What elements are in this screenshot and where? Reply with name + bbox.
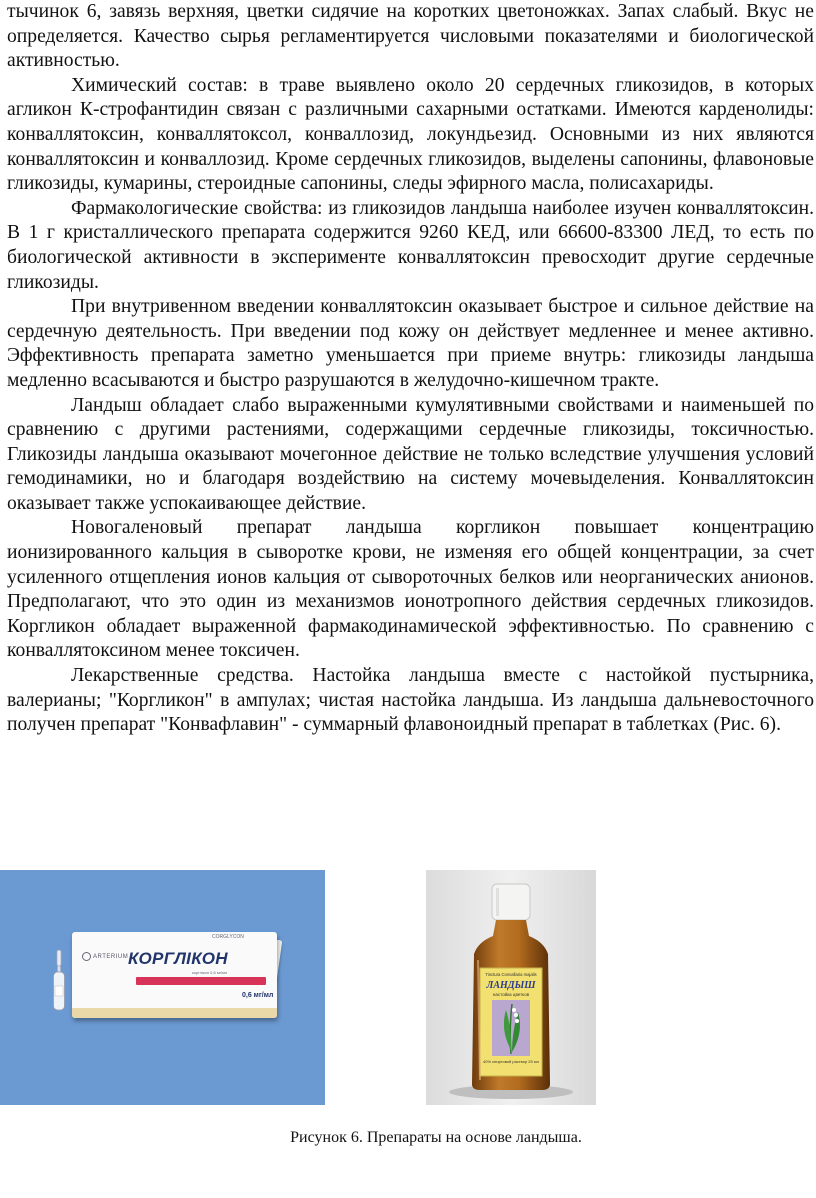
- paragraph-medicines: Лекарственные средства. Настойка ландыша вместе с настойкой пустырника, валерианы; "Коргликон" в ампулах; чистая настойка ландыша. Из ландыша дальневосточного получен препарат "Конвафлавин" - суммарный флавоноидный препарат в таблетках (Рис. 6).: [7, 665, 814, 736]
- paragraph-cumulative: Ландыш обладает слабо выраженными кумулятивными свойствами и наименьшей по сравнению с другими растениями, содержащими сердечные гликозиды, токсичностью. Гликозиды ландыша оказывают мочегонное действие не только вследствие улучшения условий гемодинамики, но и благодаря воздействию на систему мочевыделения. Конваллятоксин оказывает также успокаивающее действие.: [7, 394, 814, 514]
- body-text: [7, 0, 814, 738]
- label-title: ЛАНДЫШ: [486, 980, 536, 991]
- label-subtitle: настойка цветков: [492, 992, 530, 997]
- paragraph-chemical-composition: Химический состав: в траве выявлено около 20 сердечных гликозидов, в которых агликон К-строфантидин связан с различными сахарными остатками. Имеются карденолиды: конваллятоксин, конваллятоксол, конваллозид, локундьезид. Основными из них являются конваллятоксин и конваллозид. Кроме сердечных гликозидов, выделены сапонины, флавоновые гликозиды, кумарины, стероидные сапонины, следы эфирного масла, полисахариды.: [7, 74, 814, 195]
- paragraph-intravenous: При внутривенном введении конваллятоксин оказывает быстрое и сильное действие на сердечную деятельность. При введении под кожу он действует медленнее и менее активно. Эффективность препарата заметно уменьшается при приеме внутрь: гликозиды ландыша медленно всасываются и быстро разрушаются в желудочно-кишечном тракте.: [7, 296, 814, 391]
- korglikon-photo: [0, 870, 325, 1105]
- brand-logo: [82, 952, 128, 961]
- bottle-icon: [426, 870, 596, 1105]
- ampoule-icon: [52, 950, 66, 1012]
- paragraph-korglikon: Новогаленовый препарат ландыша коргликон повышает концентрацию ионизированного кальция в сыворотке крови, не изменяя его общей концентрации, за счет усиленного отщепления ионов кальция от сывороточных белков или неорганических анионов. Предполагают, что это один из механизмов ионотропного действия сердечных гликозидов. Коргликон обладает выраженной фармакодинамической эффективностью. По сравнению с конваллятоксином менее токсичен.: [7, 517, 814, 662]
- label-top: Tinctura Convallaria majalis: [485, 972, 537, 977]
- brand-logo-icon: [82, 952, 91, 961]
- figure-caption-text: Рисунок 6. Препараты на основе ландыша.: [290, 1129, 582, 1146]
- product-name: КОРГЛІКОН: [128, 949, 228, 968]
- korglikon-box: [72, 932, 277, 1018]
- box-stripe: [136, 977, 266, 985]
- label-bottom: 40% спиртовой раствор 25 мл: [483, 1059, 539, 1064]
- brand-name: ARTERIUM: [93, 954, 129, 961]
- paragraph-pharmacological-properties: Фармакологические свойства: из гликозидов ландыша наиболее изучен конваллятоксин. В 1 г кристаллического препарата содержится 9260 КЕД, или 66600-83300 ЛЕД, то есть по биологической активности в эксперименте конваллятоксин превосходит другие сердечные гликозиды.: [7, 197, 814, 293]
- paragraph-1: тычинок 6, завязь верхняя, цветки сидячие на коротких цветоножках. Запах слабый. Вкус не определяется. Качество сырья регламентируется числовыми показателями и биологической активностью.: [7, 1, 814, 72]
- dose-text: 0,6 мг/мл: [242, 992, 274, 999]
- box-top-text: CORGLYCON: [212, 934, 244, 940]
- box-bottom-band: [72, 1008, 277, 1018]
- figure-caption: [0, 1128, 816, 1148]
- product-subtext: корглікон 0,6 мг/мл: [192, 970, 228, 975]
- tincture-bottle-photo: [426, 870, 596, 1105]
